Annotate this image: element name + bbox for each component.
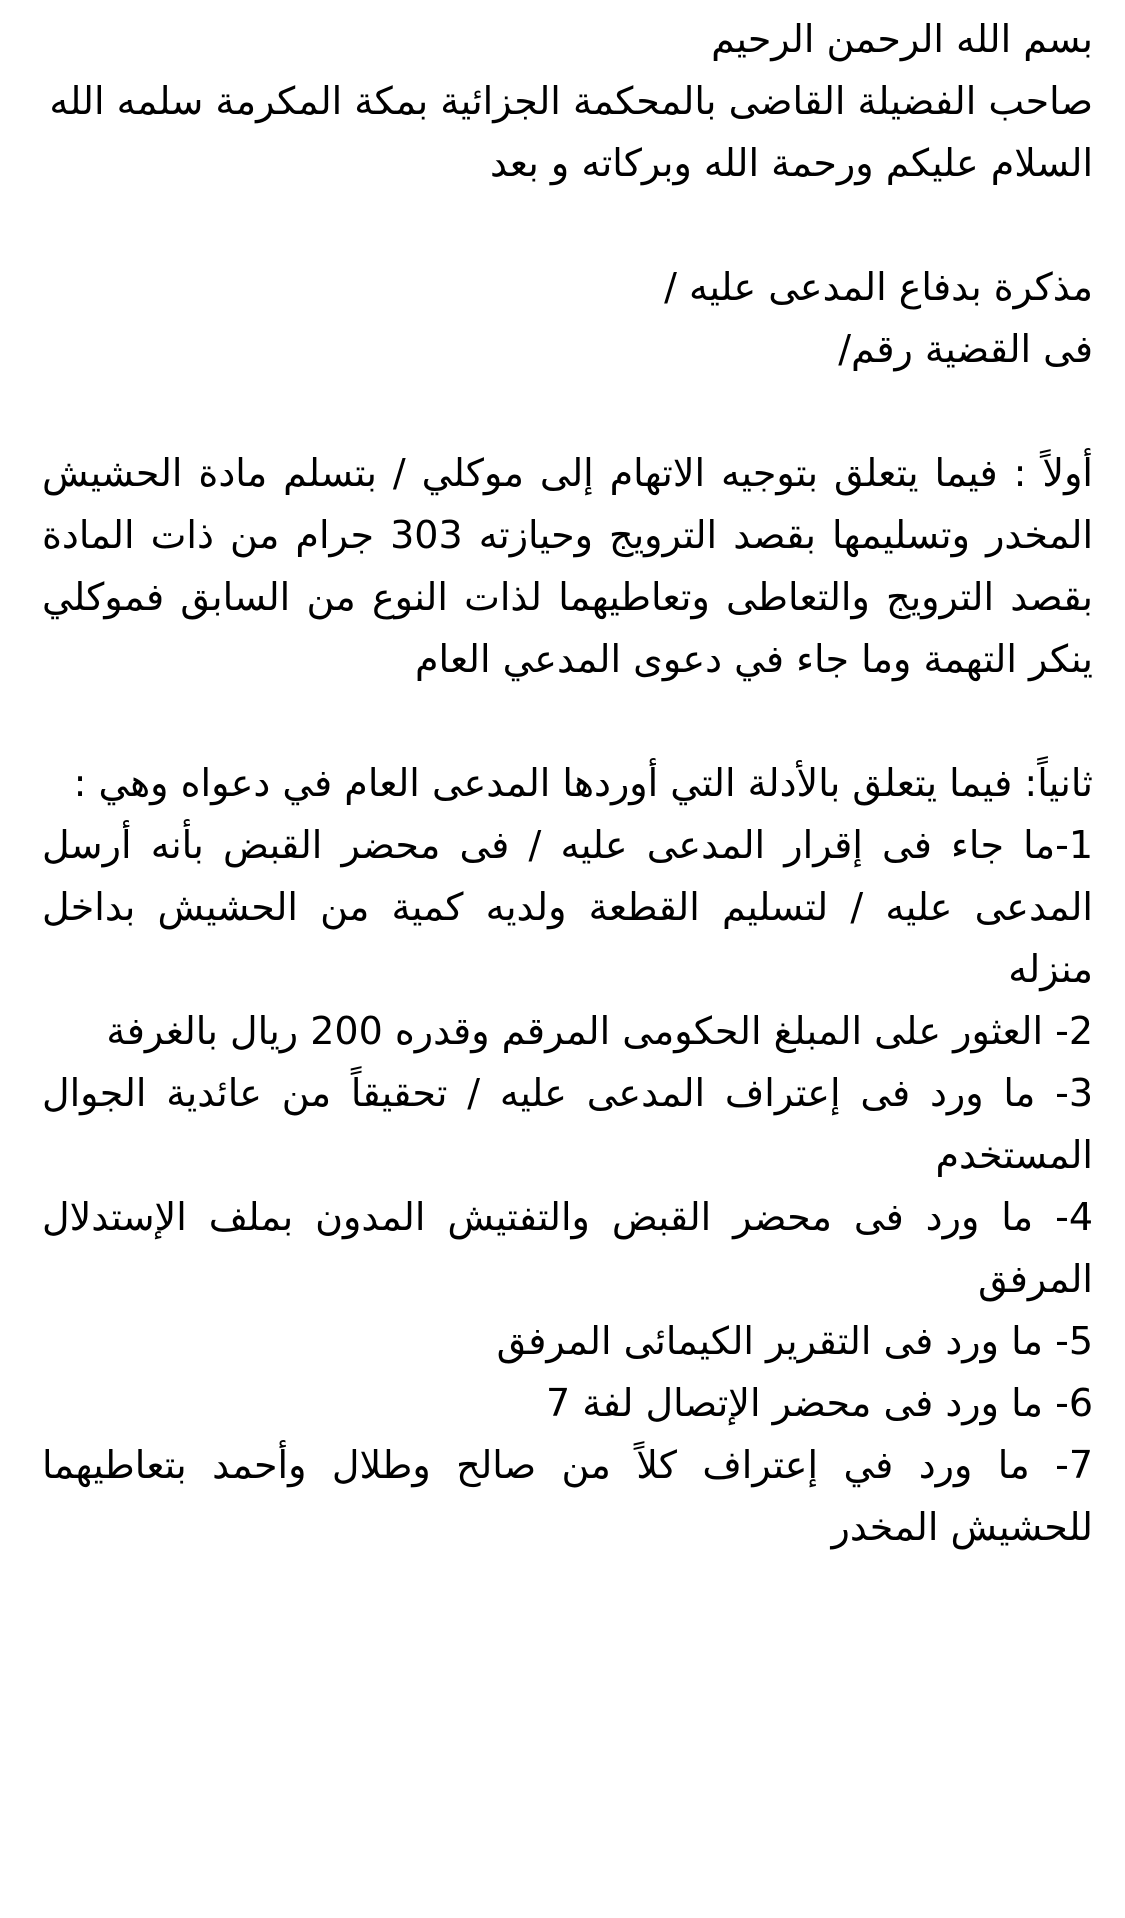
- addressee: صاحب الفضيلة القاضى بالمحكمة الجزائية بمكة المكرمة سلمه الله: [49, 79, 1093, 123]
- second-point-intro: ثانياً: فيما يتعلق بالأدلة التي أوردها المدعى العام في دعواه وهي :: [73, 761, 1093, 805]
- greeting: السلام عليكم ورحمة الله وبركاته و بعد: [489, 141, 1093, 185]
- memo-title: مذكرة بدفاع المدعى عليه /: [664, 265, 1093, 309]
- evidence-item-4: 4- ما ورد فى محضر القبض والتفتيش المدون بملف الإستدلال المرفق: [42, 1195, 1093, 1301]
- basmala: بسم الله الرحمن الرحيم: [711, 17, 1093, 61]
- case-number: فى القضية رقم/: [838, 327, 1093, 371]
- blank-line: [42, 380, 1093, 442]
- first-point: أولاً : فيما يتعلق بتوجيه الاتهام إلى موكلي / بتسلم مادة الحشيش المخدر وتسليمها بقصد الترويج وحيازته 303 جرام من ذات المادة بقصد الترويج والتعاطى وتعاطيهما لذات النوع من السابق فموكلي ينكر التهمة وما جاء في دعوى المدعي العام: [42, 451, 1094, 681]
- evidence-item-3: 3- ما ورد فى إعتراف المدعى عليه / تحقيقاً من عائدية الجوال المستخدم: [42, 1071, 1093, 1177]
- evidence-item-7: 7- ما ورد في إعتراف كلاً من صالح وطلال وأحمد بتعاطيهما للحشيش المخدر: [42, 1443, 1093, 1549]
- evidence-item-2: 2- العثور على المبلغ الحكومى المرقم وقدره 200 ريال بالغرفة: [106, 1009, 1093, 1053]
- evidence-item-1: 1-ما جاء فى إقرار المدعى عليه / فى محضر القبض بأنه أرسل المدعى عليه / لتسليم القطعة ولديه كمية من الحشيش بداخل منزله: [42, 823, 1093, 991]
- evidence-item-6: 6- ما ورد فى محضر الإتصال لفة 7: [546, 1381, 1093, 1425]
- blank-line: [42, 690, 1093, 752]
- blank-line: [42, 194, 1093, 256]
- evidence-item-5: 5- ما ورد فى التقرير الكيمائى المرفق: [496, 1319, 1093, 1363]
